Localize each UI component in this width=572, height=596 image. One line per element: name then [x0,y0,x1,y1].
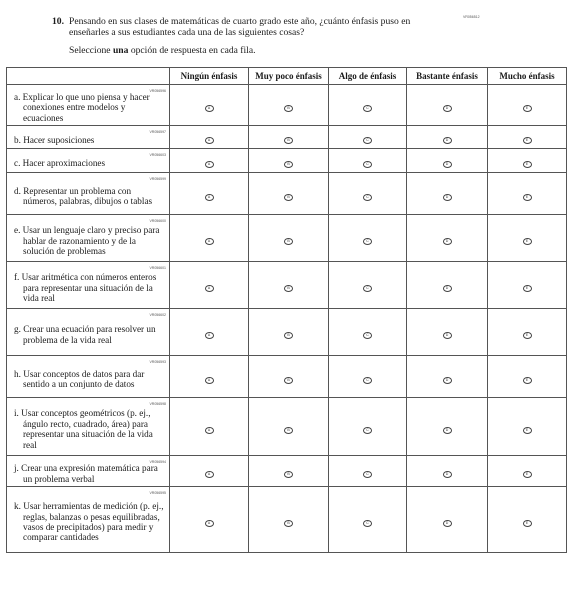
row-label: e. Usar un lenguaje claro y preciso para hablar de razonamiento y de la solución de problemas [14,225,160,256]
response-bubble[interactable]: D [443,520,452,527]
item-code: VR056596 [149,89,166,93]
response-bubble[interactable]: C [363,137,372,144]
response-bubble[interactable]: A [205,377,214,384]
item-code: VR056602 [149,313,166,318]
option-cell [249,356,329,398]
header-blank [7,68,170,85]
response-bubble[interactable]: A [205,427,214,434]
option-cell [249,487,329,553]
option-cell [407,85,488,126]
option-cell [407,126,488,149]
column-header: Bastante énfasis [407,68,488,85]
row-label: b. Hacer suposiciones [14,134,95,145]
instruction-post: opción de respuesta en cada fila. [128,45,256,56]
table-row [7,85,567,126]
option-cell [329,398,407,456]
response-bubble[interactable]: C [363,194,372,201]
question-code: VR056512 [463,15,480,19]
response-bubble[interactable]: B [284,137,293,144]
response-bubble[interactable]: A [205,520,214,527]
option-cell [488,149,567,173]
option-cell [407,356,488,398]
option-cell [329,487,407,553]
option-cell [170,126,249,149]
option-cell [407,456,488,487]
response-bubble[interactable]: D [443,194,452,201]
row-label: h. Usar conceptos de datos para dar sentido a un conjunto de datos [14,368,145,390]
response-bubble[interactable]: D [443,377,452,384]
row-statement [7,262,170,309]
response-bubble[interactable]: E [523,238,532,245]
response-bubble[interactable]: C [363,161,372,168]
option-cell [249,149,329,173]
response-bubble[interactable]: C [363,471,372,478]
item-code: VR056600 [149,219,166,224]
item-code: VR056598 [149,402,166,407]
option-cell [407,149,488,173]
option-cell [488,456,567,487]
option-cell [488,309,567,356]
option-cell [249,398,329,456]
table-row [7,456,567,487]
response-bubble[interactable]: B [284,161,293,168]
response-bubble[interactable]: A [205,161,214,168]
option-cell [170,487,249,553]
option-cell [329,85,407,126]
response-bubble[interactable]: D [443,105,452,112]
response-bubble[interactable]: B [284,471,293,478]
table-row [7,126,567,149]
option-cell [170,85,249,126]
row-statement [7,309,170,356]
response-bubble[interactable]: C [363,332,372,339]
option-cell [170,173,249,215]
question-block [52,16,452,38]
option-cell [170,309,249,356]
response-bubble[interactable]: E [523,285,532,292]
response-bubble[interactable]: E [523,520,532,527]
response-bubble[interactable]: E [523,137,532,144]
option-cell [329,456,407,487]
response-bubble[interactable]: C [363,427,372,434]
response-bubble[interactable]: D [443,332,452,339]
column-header: Muy poco énfasis [249,68,329,85]
question-number: 10. [52,16,64,27]
option-cell [249,309,329,356]
response-bubble[interactable]: C [363,285,372,292]
option-cell [170,215,249,262]
response-bubble[interactable]: B [284,427,293,434]
row-statement [7,149,170,173]
header-row [7,68,567,85]
table-row [7,215,567,262]
response-bubble[interactable]: E [523,427,532,434]
response-bubble[interactable]: E [523,105,532,112]
column-header: Mucho énfasis [488,68,567,85]
response-bubble[interactable]: A [205,137,214,144]
row-label: k. Usar herramientas de medición (p. ej., reglas, balanzas o pesas equilibradas, vasos de precipitados) para medir y comparar cantidades [14,501,164,543]
option-cell [249,173,329,215]
row-statement [7,356,170,398]
response-bubble[interactable]: E [523,332,532,339]
row-statement [7,398,170,456]
response-bubble[interactable]: E [523,194,532,201]
response-bubble[interactable]: D [443,161,452,168]
option-cell [329,149,407,173]
row-statement [7,487,170,553]
response-bubble[interactable]: B [284,377,293,384]
row-statement [7,215,170,262]
response-bubble[interactable]: B [284,194,293,201]
option-cell [488,215,567,262]
response-bubble[interactable]: A [205,238,214,245]
response-bubble[interactable]: D [443,238,452,245]
response-bubble[interactable]: A [205,332,214,339]
column-header: Algo de énfasis [329,68,407,85]
option-cell [170,398,249,456]
option-cell [488,173,567,215]
option-cell [407,215,488,262]
item-code: VR056599 [149,177,166,182]
option-cell [329,173,407,215]
option-cell [407,309,488,356]
table-row [7,309,567,356]
option-cell [488,262,567,309]
response-bubble[interactable]: E [523,377,532,384]
row-label: j. Crear una expresión matemática para un problema verbal [14,463,158,484]
option-cell [488,126,567,149]
option-cell [249,126,329,149]
response-bubble[interactable]: B [284,238,293,245]
option-cell [488,398,567,456]
column-header: Ningún énfasis [170,68,249,85]
option-cell [170,262,249,309]
response-bubble[interactable]: D [443,427,452,434]
instruction-bold: una [112,45,129,56]
response-bubble[interactable]: B [284,285,293,292]
item-code: VR056601 [149,266,166,271]
row-label: d. Representar un problema con números, palabras, dibujos o tablas [14,185,153,207]
row-statement [7,85,170,126]
option-cell [329,126,407,149]
response-bubble[interactable]: A [205,471,214,478]
response-bubble[interactable]: D [443,285,452,292]
response-bubble[interactable]: D [443,471,452,478]
response-bubble[interactable]: D [443,137,452,144]
item-code: VR056594 [149,460,166,465]
item-code: VR056597 [149,130,166,135]
response-bubble[interactable]: C [363,520,372,527]
option-cell [329,356,407,398]
option-cell [329,309,407,356]
response-bubble[interactable]: B [284,105,293,112]
response-bubble[interactable]: C [363,238,372,245]
option-cell [249,456,329,487]
option-cell [488,487,567,553]
option-cell [407,487,488,553]
response-bubble[interactable]: C [363,377,372,384]
table-row [7,356,567,398]
response-bubble[interactable]: A [205,105,214,112]
option-cell [329,262,407,309]
option-cell [249,85,329,126]
response-bubble[interactable]: A [205,194,214,201]
instruction [69,45,255,56]
table-row [7,487,567,553]
row-label: a. Explicar lo que uno piensa y hacer conexiones entre modelos y ecuaciones [14,92,150,123]
instruction-pre: Seleccione [69,45,113,56]
response-bubble[interactable]: E [523,161,532,168]
table-row [7,173,567,215]
option-cell [249,262,329,309]
option-cell [407,398,488,456]
response-bubble[interactable]: C [363,105,372,112]
option-cell [407,173,488,215]
response-bubble[interactable]: E [523,471,532,478]
row-statement [7,173,170,215]
option-cell [170,149,249,173]
item-code: VR056593 [149,360,166,365]
question-text: Pensando en sus clases de matemáticas de cuarto grado este año, ¿cuánto énfasis puso en enseñarles a sus estudiantes cada una de las siguientes cosas? [69,16,411,38]
response-grid [6,67,567,553]
row-statement [7,126,170,149]
row-statement [7,456,170,487]
option-cell [407,262,488,309]
row-label: c. Hacer aproximaciones [14,158,106,169]
item-code: VR056603 [149,153,166,158]
row-label: i. Usar conceptos geométricos (p. ej., ángulo recto, cuadrado, área) para representar una situación de la vida real [14,408,153,450]
response-bubble[interactable]: A [205,285,214,292]
option-cell [488,356,567,398]
option-cell [249,215,329,262]
response-bubble[interactable]: B [284,520,293,527]
option-cell [170,456,249,487]
table-row [7,398,567,456]
table-row [7,149,567,173]
option-cell [488,85,567,126]
row-label: f. Usar aritmética con números enteros para representar una situación de la vida real [14,272,157,303]
table-row [7,262,567,309]
option-cell [329,215,407,262]
row-label: g. Crear una ecuación para resolver un problema de la vida real [14,324,156,345]
response-bubble[interactable]: B [284,332,293,339]
item-code: VR056595 [149,491,166,496]
option-cell [170,356,249,398]
